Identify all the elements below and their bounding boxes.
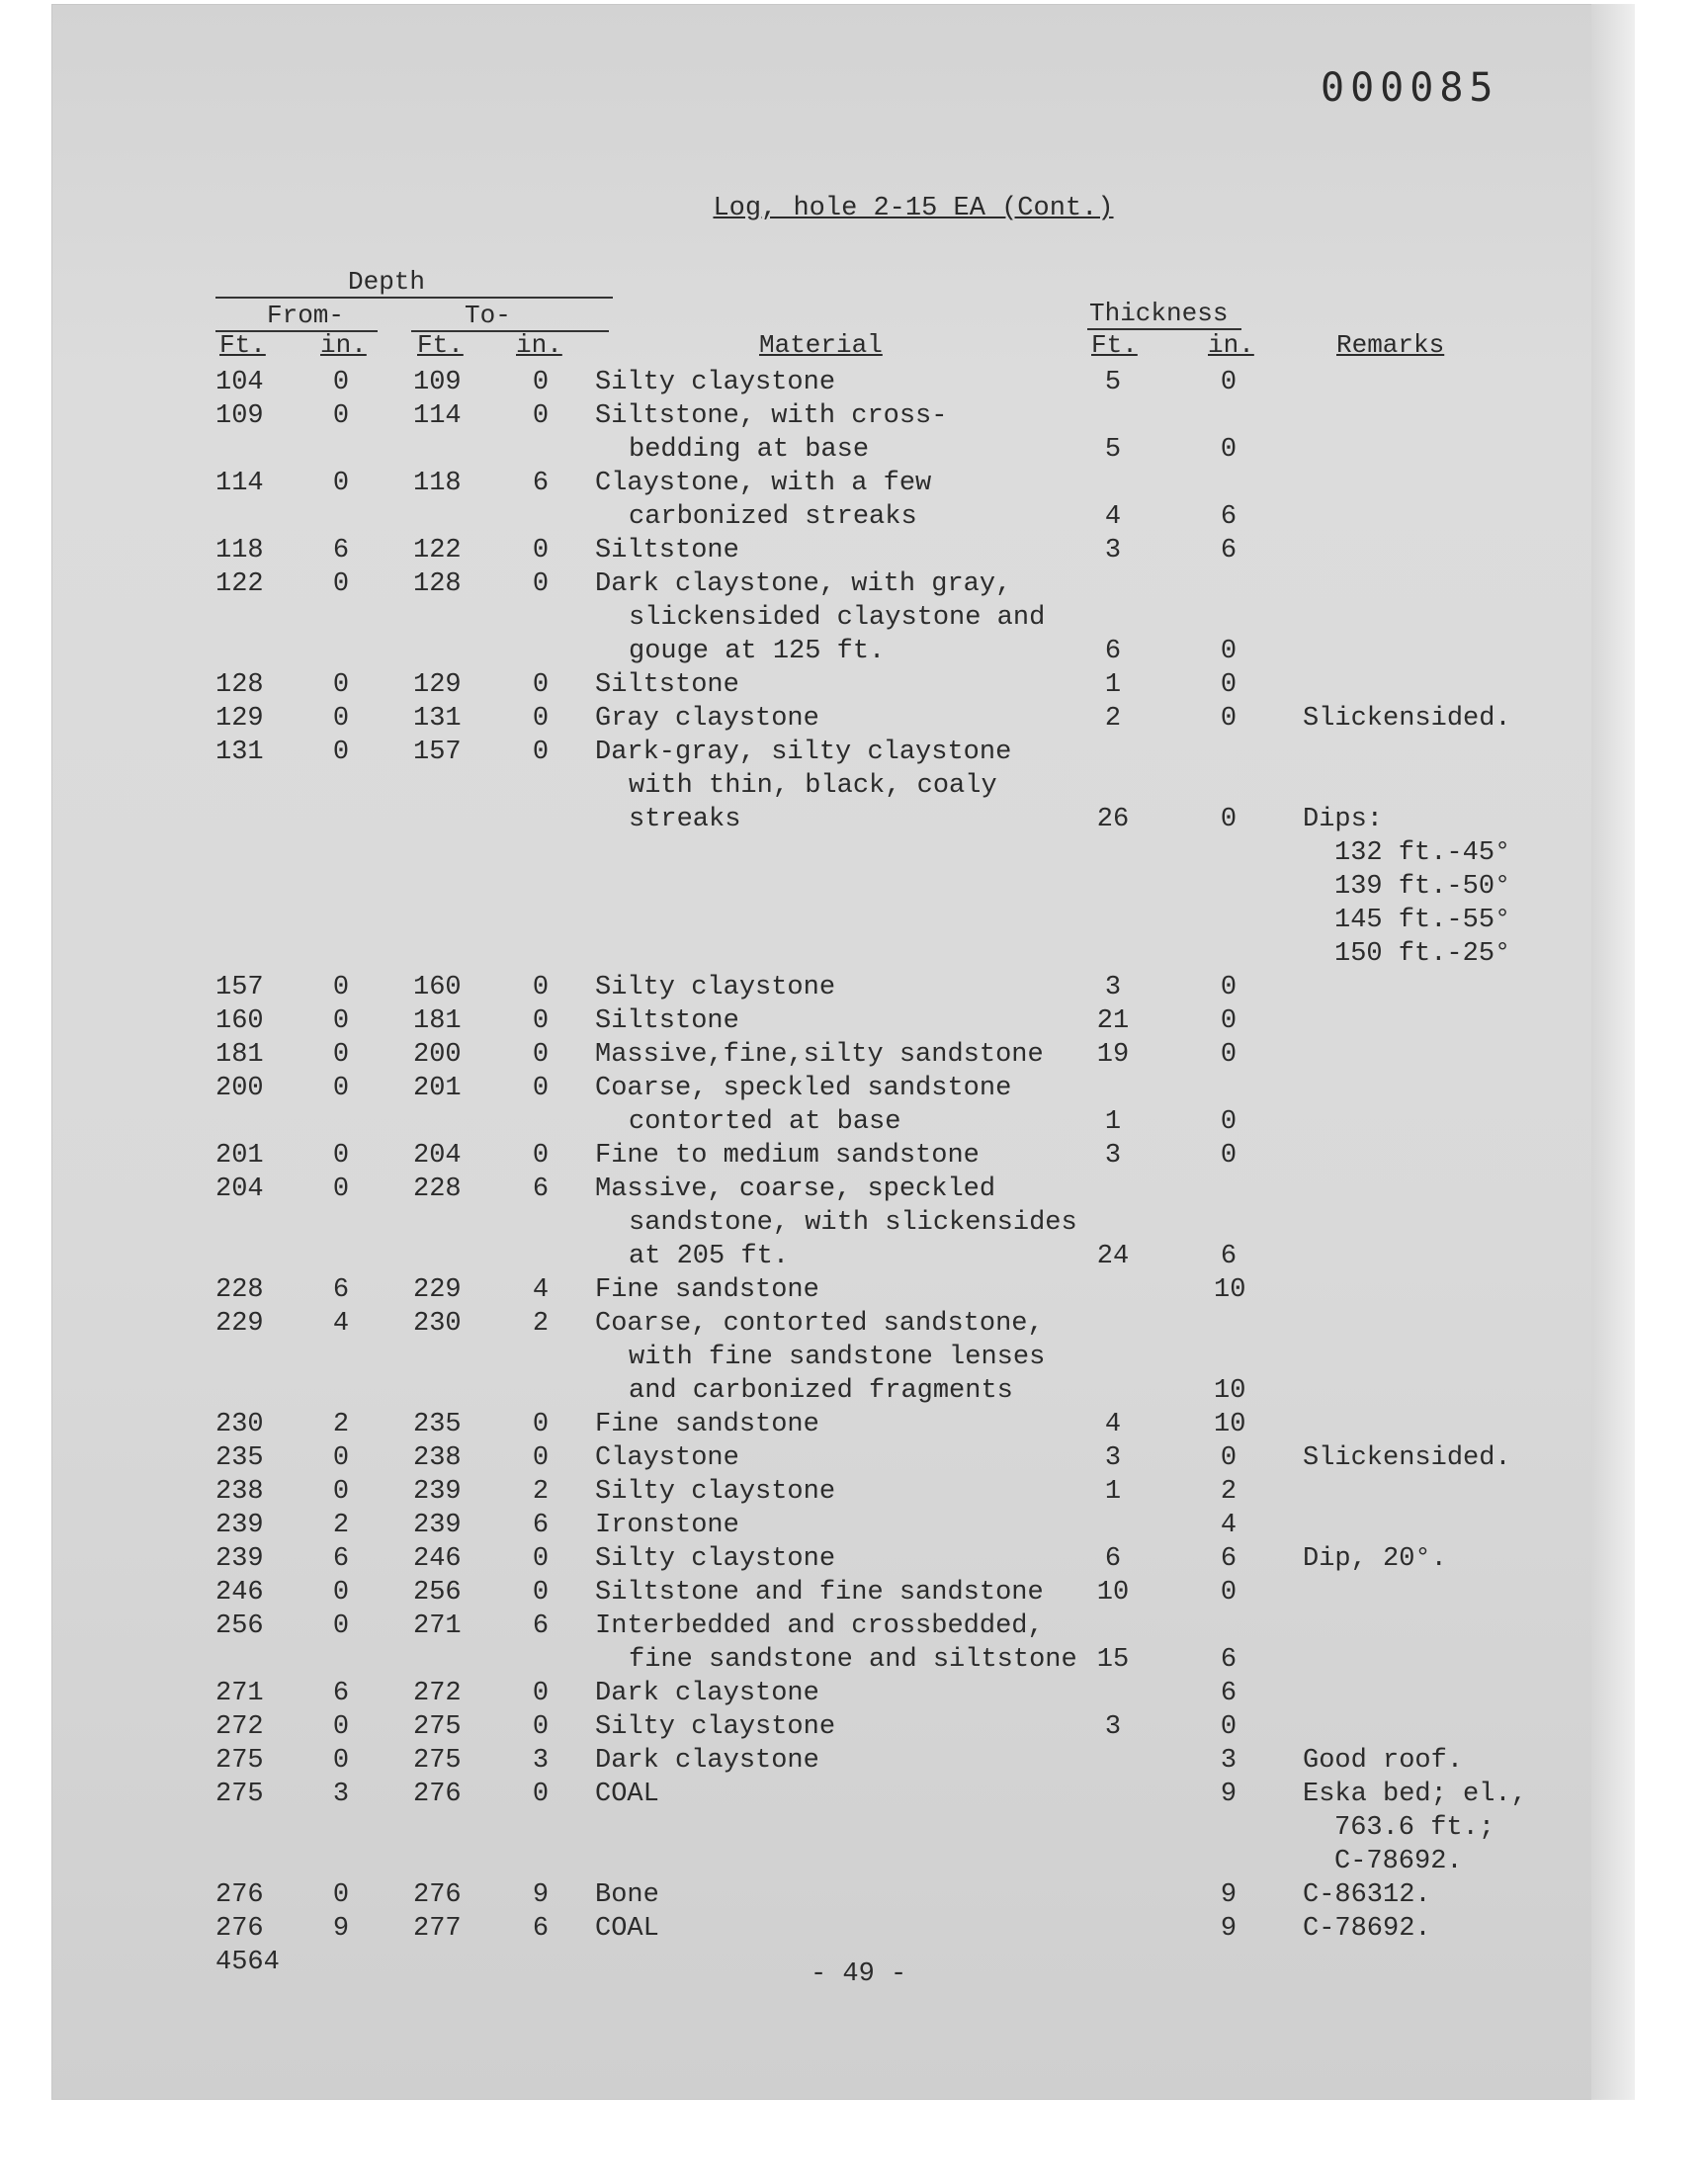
header-from-ft: Ft. <box>219 330 266 360</box>
thickness-ft-cell: 3 <box>1104 1443 1122 1473</box>
to-in-cell: 0 <box>532 1544 550 1574</box>
thickness-ft-cell: 1 <box>1104 670 1122 700</box>
thickness-in-cell: 9 <box>1220 1880 1238 1910</box>
thickness-in-cell: 0 <box>1220 805 1238 834</box>
to-ft-cell: 160 <box>413 973 462 1002</box>
material-cell: with fine sandstone lenses <box>629 1343 1046 1372</box>
table-row <box>0 1441 1708 1475</box>
material-cell: Fine to medium sandstone <box>595 1141 980 1171</box>
footer-number: 4564 <box>215 1948 280 1977</box>
thickness-ft-cell: 26 <box>1096 805 1130 834</box>
to-ft-cell: 118 <box>413 469 462 498</box>
from-ft-cell: 122 <box>215 569 264 599</box>
to-ft-cell: 129 <box>413 670 462 700</box>
thickness-in-cell: 0 <box>1220 973 1238 1002</box>
from-in-cell: 0 <box>332 1746 350 1776</box>
from-ft-cell: 230 <box>215 1410 264 1439</box>
material-cell: gouge at 125 ft. <box>629 637 886 666</box>
remarks-cell: C-78692. <box>1303 1914 1431 1944</box>
thickness-ft-cell: 2 <box>1104 704 1122 734</box>
to-in-cell: 0 <box>532 368 550 397</box>
material-cell: Interbedded and crossbedded, <box>595 1611 1044 1641</box>
header-rule-depth <box>215 297 613 299</box>
from-ft-cell: 239 <box>215 1511 264 1540</box>
to-ft-cell: 275 <box>413 1746 462 1776</box>
table-row <box>0 1072 1708 1137</box>
from-in-cell: 0 <box>332 1174 350 1204</box>
material-cell: fine sandstone and siltstone <box>629 1645 1077 1675</box>
from-in-cell: 0 <box>332 1040 350 1070</box>
header-thickness-in: in. <box>1208 330 1254 360</box>
material-cell: Dark claystone, with gray, <box>595 569 1012 599</box>
material-cell: Siltstone <box>595 1006 739 1036</box>
thickness-in-cell: 3 <box>1220 1746 1238 1776</box>
header-depth: Depth <box>348 267 426 297</box>
to-in-cell: 0 <box>532 973 550 1002</box>
thickness-ft-cell: 6 <box>1104 1544 1122 1574</box>
table-row <box>0 1744 1708 1778</box>
material-cell: Siltstone, with cross- <box>595 401 948 431</box>
remarks-cell: Slickensided. <box>1303 704 1511 734</box>
from-ft-cell: 235 <box>215 1443 264 1473</box>
to-in-cell: 0 <box>532 704 550 734</box>
from-ft-cell: 200 <box>215 1074 264 1103</box>
table-row <box>0 736 1708 969</box>
thickness-ft-cell: 1 <box>1104 1477 1122 1507</box>
to-ft-cell: 228 <box>413 1174 462 1204</box>
from-ft-cell: 275 <box>215 1780 264 1809</box>
from-ft-cell: 276 <box>215 1914 264 1944</box>
header-from: From- <box>267 301 345 330</box>
remarks-cell: 150 ft.-25° <box>1334 939 1511 969</box>
page-number: - 49 - <box>811 1959 907 1989</box>
remarks-cell: 139 ft.-50° <box>1334 872 1511 902</box>
to-ft-cell: 256 <box>413 1578 462 1608</box>
table-row <box>0 1004 1708 1038</box>
to-ft-cell: 246 <box>413 1544 462 1574</box>
material-cell: COAL <box>595 1914 659 1944</box>
from-in-cell: 6 <box>332 536 350 566</box>
from-ft-cell: 160 <box>215 1006 264 1036</box>
material-cell: Siltstone and fine sandstone <box>595 1578 1044 1608</box>
material-cell: Dark-gray, silty claystone <box>595 738 1012 767</box>
table-row <box>0 1273 1708 1307</box>
material-cell: Fine sandstone <box>595 1275 819 1305</box>
table-row <box>0 399 1708 465</box>
from-ft-cell: 201 <box>215 1141 264 1171</box>
material-cell: Silty claystone <box>595 1544 836 1574</box>
to-ft-cell: 109 <box>413 368 462 397</box>
thickness-in-cell: 0 <box>1220 670 1238 700</box>
from-ft-cell: 229 <box>215 1309 264 1339</box>
to-ft-cell: 239 <box>413 1477 462 1507</box>
from-in-cell: 0 <box>332 1880 350 1910</box>
material-cell: Massive,fine,silty sandstone <box>595 1040 1044 1070</box>
thickness-ft-cell: 5 <box>1104 368 1122 397</box>
from-in-cell: 0 <box>332 368 350 397</box>
to-in-cell: 2 <box>532 1477 550 1507</box>
material-cell: COAL <box>595 1780 659 1809</box>
material-cell: with thin, black, coaly <box>629 771 997 801</box>
from-in-cell: 0 <box>332 1141 350 1171</box>
from-ft-cell: 276 <box>215 1880 264 1910</box>
material-cell: Fine sandstone <box>595 1410 819 1439</box>
remarks-cell: Dips: <box>1303 805 1384 834</box>
to-ft-cell: 235 <box>413 1410 462 1439</box>
from-in-cell: 0 <box>332 973 350 1002</box>
material-cell: Coarse, contorted sandstone, <box>595 1309 1044 1339</box>
from-ft-cell: 181 <box>215 1040 264 1070</box>
title-text: Log, hole 2-15 EA (Cont.) <box>713 194 1114 223</box>
to-in-cell: 0 <box>532 1578 550 1608</box>
from-in-cell: 2 <box>332 1410 350 1439</box>
from-ft-cell: 271 <box>215 1679 264 1708</box>
to-in-cell: 6 <box>532 469 550 498</box>
from-in-cell: 3 <box>332 1780 350 1809</box>
thickness-in-cell: 0 <box>1220 1712 1238 1742</box>
thickness-in-cell: 6 <box>1220 536 1238 566</box>
from-ft-cell: 228 <box>215 1275 264 1305</box>
table-row <box>0 567 1708 666</box>
to-ft-cell: 275 <box>413 1712 462 1742</box>
remarks-cell: 763.6 ft.; <box>1334 1813 1495 1843</box>
to-ft-cell: 128 <box>413 569 462 599</box>
from-ft-cell: 104 <box>215 368 264 397</box>
thickness-in-cell: 0 <box>1220 1141 1238 1171</box>
remarks-cell: Dip, 20°. <box>1303 1544 1447 1574</box>
from-in-cell: 0 <box>332 1477 350 1507</box>
to-in-cell: 0 <box>532 536 550 566</box>
to-ft-cell: 271 <box>413 1611 462 1641</box>
thickness-in-cell: 0 <box>1220 1006 1238 1036</box>
material-cell: Claystone, with a few <box>595 469 932 498</box>
document-number: 000085 <box>1321 65 1499 111</box>
header-material: Material <box>759 330 883 360</box>
thickness-in-cell: 0 <box>1220 435 1238 465</box>
remarks-cell: Slickensided. <box>1303 1443 1511 1473</box>
table-row <box>0 1509 1708 1542</box>
table-row <box>0 1307 1708 1406</box>
from-ft-cell: 246 <box>215 1578 264 1608</box>
from-in-cell: 6 <box>332 1679 350 1708</box>
to-ft-cell: 238 <box>413 1443 462 1473</box>
to-ft-cell: 122 <box>413 536 462 566</box>
thickness-ft-cell: 3 <box>1104 536 1122 566</box>
to-ft-cell: 131 <box>413 704 462 734</box>
thickness-in-cell: 9 <box>1220 1780 1238 1809</box>
header-to-in: in. <box>516 330 562 360</box>
from-in-cell: 0 <box>332 670 350 700</box>
thickness-in-cell: 10 <box>1214 1275 1246 1305</box>
remarks-cell: 132 ft.-45° <box>1334 838 1511 868</box>
to-ft-cell: 200 <box>413 1040 462 1070</box>
to-in-cell: 0 <box>532 738 550 767</box>
thickness-in-cell: 0 <box>1220 1107 1238 1137</box>
to-ft-cell: 204 <box>413 1141 462 1171</box>
material-cell: Coarse, speckled sandstone <box>595 1074 1012 1103</box>
to-ft-cell: 181 <box>413 1006 462 1036</box>
material-cell: Silty claystone <box>595 1477 836 1507</box>
to-in-cell: 6 <box>532 1611 550 1641</box>
thickness-in-cell: 0 <box>1220 1578 1238 1608</box>
material-cell: Dark claystone <box>595 1679 819 1708</box>
header-to-ft: Ft. <box>417 330 464 360</box>
from-in-cell: 4 <box>332 1309 350 1339</box>
thickness-ft-cell: 3 <box>1104 973 1122 1002</box>
from-ft-cell: 275 <box>215 1746 264 1776</box>
table-row <box>0 1038 1708 1072</box>
table-row <box>0 366 1708 399</box>
header-from-in: in. <box>320 330 367 360</box>
to-ft-cell: 276 <box>413 1880 462 1910</box>
from-in-cell: 0 <box>332 1578 350 1608</box>
thickness-ft-cell: 1 <box>1104 1107 1122 1137</box>
table-row <box>0 1710 1708 1744</box>
material-cell: Bone <box>595 1880 659 1910</box>
to-in-cell: 0 <box>532 1712 550 1742</box>
material-cell: Ironstone <box>595 1511 739 1540</box>
to-ft-cell: 277 <box>413 1914 462 1944</box>
material-cell: and carbonized fragments <box>629 1376 1013 1406</box>
remarks-cell: C-86312. <box>1303 1880 1431 1910</box>
remarks-cell: Good roof. <box>1303 1746 1464 1776</box>
from-ft-cell: 256 <box>215 1611 264 1641</box>
to-ft-cell: 157 <box>413 738 462 767</box>
table-row <box>0 1173 1708 1271</box>
thickness-in-cell: 0 <box>1220 637 1238 666</box>
from-ft-cell: 272 <box>215 1712 264 1742</box>
to-in-cell: 2 <box>532 1309 550 1339</box>
from-in-cell: 0 <box>332 1712 350 1742</box>
to-in-cell: 0 <box>532 1780 550 1809</box>
to-ft-cell: 239 <box>413 1511 462 1540</box>
from-in-cell: 0 <box>332 401 350 431</box>
to-in-cell: 9 <box>532 1880 550 1910</box>
material-cell: Siltstone <box>595 536 739 566</box>
table-row <box>0 467 1708 532</box>
thickness-in-cell: 4 <box>1220 1511 1238 1540</box>
from-ft-cell: 129 <box>215 704 264 734</box>
material-cell: contorted at base <box>629 1107 901 1137</box>
material-cell: Silty claystone <box>595 1712 836 1742</box>
thickness-in-cell: 9 <box>1220 1914 1238 1944</box>
to-in-cell: 3 <box>532 1746 550 1776</box>
to-ft-cell: 276 <box>413 1780 462 1809</box>
from-ft-cell: 128 <box>215 670 264 700</box>
to-in-cell: 0 <box>532 1141 550 1171</box>
thickness-ft-cell: 10 <box>1096 1578 1130 1608</box>
thickness-ft-cell: 24 <box>1096 1242 1130 1271</box>
material-cell: Gray claystone <box>595 704 819 734</box>
table-row <box>0 1542 1708 1576</box>
table-row <box>0 1408 1708 1441</box>
from-ft-cell: 114 <box>215 469 264 498</box>
to-ft-cell: 272 <box>413 1679 462 1708</box>
from-in-cell: 0 <box>332 738 350 767</box>
header-thickness-ft: Ft. <box>1091 330 1138 360</box>
thickness-ft-cell: 3 <box>1104 1141 1122 1171</box>
material-cell: Massive, coarse, speckled <box>595 1174 996 1204</box>
header-remarks: Remarks <box>1336 330 1445 360</box>
table-row <box>0 1610 1708 1675</box>
material-cell: Siltstone <box>595 670 739 700</box>
thickness-in-cell: 6 <box>1220 1242 1238 1271</box>
material-cell: slickensided claystone and <box>629 603 1046 633</box>
material-cell: Dark claystone <box>595 1746 819 1776</box>
thickness-ft-cell: 5 <box>1104 435 1122 465</box>
thickness-in-cell: 10 <box>1214 1376 1246 1406</box>
table-row <box>0 702 1708 736</box>
to-in-cell: 0 <box>532 1410 550 1439</box>
material-cell: sandstone, with slickensides <box>629 1208 1077 1238</box>
material-cell: Silty claystone <box>595 368 836 397</box>
thickness-ft-cell: 4 <box>1104 1410 1122 1439</box>
table-row <box>0 1475 1708 1509</box>
header-thickness: Thickness <box>1089 299 1229 328</box>
from-ft-cell: 131 <box>215 738 264 767</box>
thickness-in-cell: 0 <box>1220 704 1238 734</box>
to-ft-cell: 230 <box>413 1309 462 1339</box>
thickness-ft-cell: 21 <box>1096 1006 1130 1036</box>
thickness-in-cell: 0 <box>1220 368 1238 397</box>
from-in-cell: 2 <box>332 1511 350 1540</box>
to-in-cell: 4 <box>532 1275 550 1305</box>
to-in-cell: 0 <box>532 670 550 700</box>
table-row <box>0 1912 1708 1946</box>
thickness-in-cell: 6 <box>1220 1645 1238 1675</box>
from-ft-cell: 118 <box>215 536 264 566</box>
from-in-cell: 0 <box>332 569 350 599</box>
thickness-in-cell: 6 <box>1220 1544 1238 1574</box>
from-ft-cell: 109 <box>215 401 264 431</box>
to-in-cell: 6 <box>532 1511 550 1540</box>
to-in-cell: 0 <box>532 401 550 431</box>
from-ft-cell: 157 <box>215 973 264 1002</box>
material-cell: at 205 ft. <box>629 1242 790 1271</box>
thickness-ft-cell: 3 <box>1104 1712 1122 1742</box>
from-in-cell: 0 <box>332 704 350 734</box>
to-in-cell: 0 <box>532 569 550 599</box>
table-row <box>0 1576 1708 1610</box>
from-ft-cell: 239 <box>215 1544 264 1574</box>
to-in-cell: 0 <box>532 1040 550 1070</box>
from-in-cell: 6 <box>332 1275 350 1305</box>
from-in-cell: 0 <box>332 1443 350 1473</box>
page-title <box>0 194 1708 223</box>
to-in-cell: 6 <box>532 1174 550 1204</box>
from-in-cell: 9 <box>332 1914 350 1944</box>
from-in-cell: 0 <box>332 1611 350 1641</box>
remarks-cell: 145 ft.-55° <box>1334 906 1511 935</box>
from-in-cell: 0 <box>332 1074 350 1103</box>
table-row <box>0 534 1708 567</box>
thickness-ft-cell: 4 <box>1104 502 1122 532</box>
remarks-cell: C-78692. <box>1334 1847 1463 1876</box>
from-in-cell: 0 <box>332 1006 350 1036</box>
thickness-ft-cell: 15 <box>1096 1645 1130 1675</box>
remarks-cell: Eska bed; el., <box>1303 1780 1527 1809</box>
from-in-cell: 6 <box>332 1544 350 1574</box>
material-cell: streaks <box>629 805 741 834</box>
to-ft-cell: 114 <box>413 401 462 431</box>
table-row <box>0 1778 1708 1876</box>
thickness-ft-cell: 6 <box>1104 637 1122 666</box>
from-ft-cell: 204 <box>215 1174 264 1204</box>
from-ft-cell: 238 <box>215 1477 264 1507</box>
to-in-cell: 0 <box>532 1679 550 1708</box>
material-cell: Silty claystone <box>595 973 836 1002</box>
thickness-in-cell: 0 <box>1220 1443 1238 1473</box>
to-in-cell: 6 <box>532 1914 550 1944</box>
table-row <box>0 971 1708 1004</box>
thickness-in-cell: 10 <box>1214 1410 1246 1439</box>
to-in-cell: 0 <box>532 1443 550 1473</box>
table-row <box>0 1677 1708 1710</box>
material-cell: carbonized streaks <box>629 502 917 532</box>
material-cell: Claystone <box>595 1443 739 1473</box>
to-ft-cell: 201 <box>413 1074 462 1103</box>
header-to: To- <box>465 301 511 330</box>
table-row <box>0 1139 1708 1173</box>
to-ft-cell: 229 <box>413 1275 462 1305</box>
thickness-in-cell: 6 <box>1220 502 1238 532</box>
thickness-ft-cell: 19 <box>1096 1040 1130 1070</box>
table-row <box>0 668 1708 702</box>
to-in-cell: 0 <box>532 1006 550 1036</box>
material-cell: bedding at base <box>629 435 870 465</box>
from-in-cell: 0 <box>332 469 350 498</box>
thickness-in-cell: 2 <box>1220 1477 1238 1507</box>
table-row <box>0 1878 1708 1912</box>
thickness-in-cell: 0 <box>1220 1040 1238 1070</box>
thickness-in-cell: 6 <box>1220 1679 1238 1708</box>
to-in-cell: 0 <box>532 1074 550 1103</box>
